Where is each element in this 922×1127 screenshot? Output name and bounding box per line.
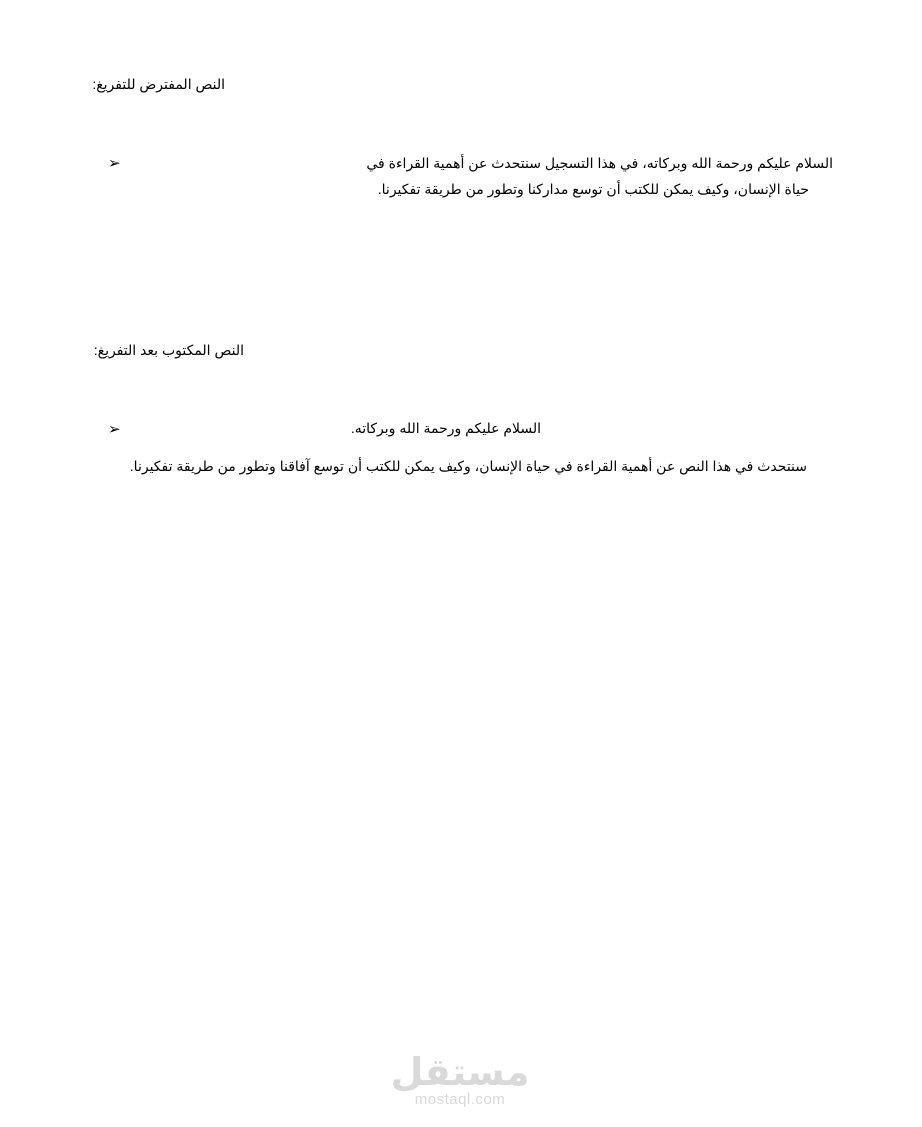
transcribed-greeting-line: السلام عليكم ورحمة الله وبركاته. — [350, 420, 541, 436]
section-heading-expected-text: النص المفترض للتفريغ: — [92, 76, 225, 92]
arrow-bullet-icon: ➢ — [108, 154, 121, 172]
watermark-latin: mostaql.com — [414, 1091, 506, 1108]
watermark-arabic: مستقل — [390, 1050, 530, 1094]
expected-text-paragraph — [313, 150, 833, 202]
arrow-bullet-icon: ➢ — [108, 420, 121, 438]
section-heading-transcribed-text: النص المكتوب بعد التفريغ: — [93, 342, 244, 358]
expected-text-line-1: السلام عليكم ورحمة الله وبركاته، في هذا التسجيل سنتحدث عن أهمية القراءة في — [366, 155, 833, 171]
mostaql-watermark-logo — [380, 1052, 540, 1108]
expected-text-line-2: حياة الإنسان، وكيف يمكن للكتب أن توسع مداركنا وتطور من طريقة تفكيرنا. — [377, 181, 809, 197]
transcribed-text-paragraph: سنتحدث في هذا النص عن أهمية القراءة في حياة الإنسان، وكيف يمكن للكتب أن توسع آفاقنا وتطور من طريقة تفكيرنا. — [129, 458, 807, 474]
